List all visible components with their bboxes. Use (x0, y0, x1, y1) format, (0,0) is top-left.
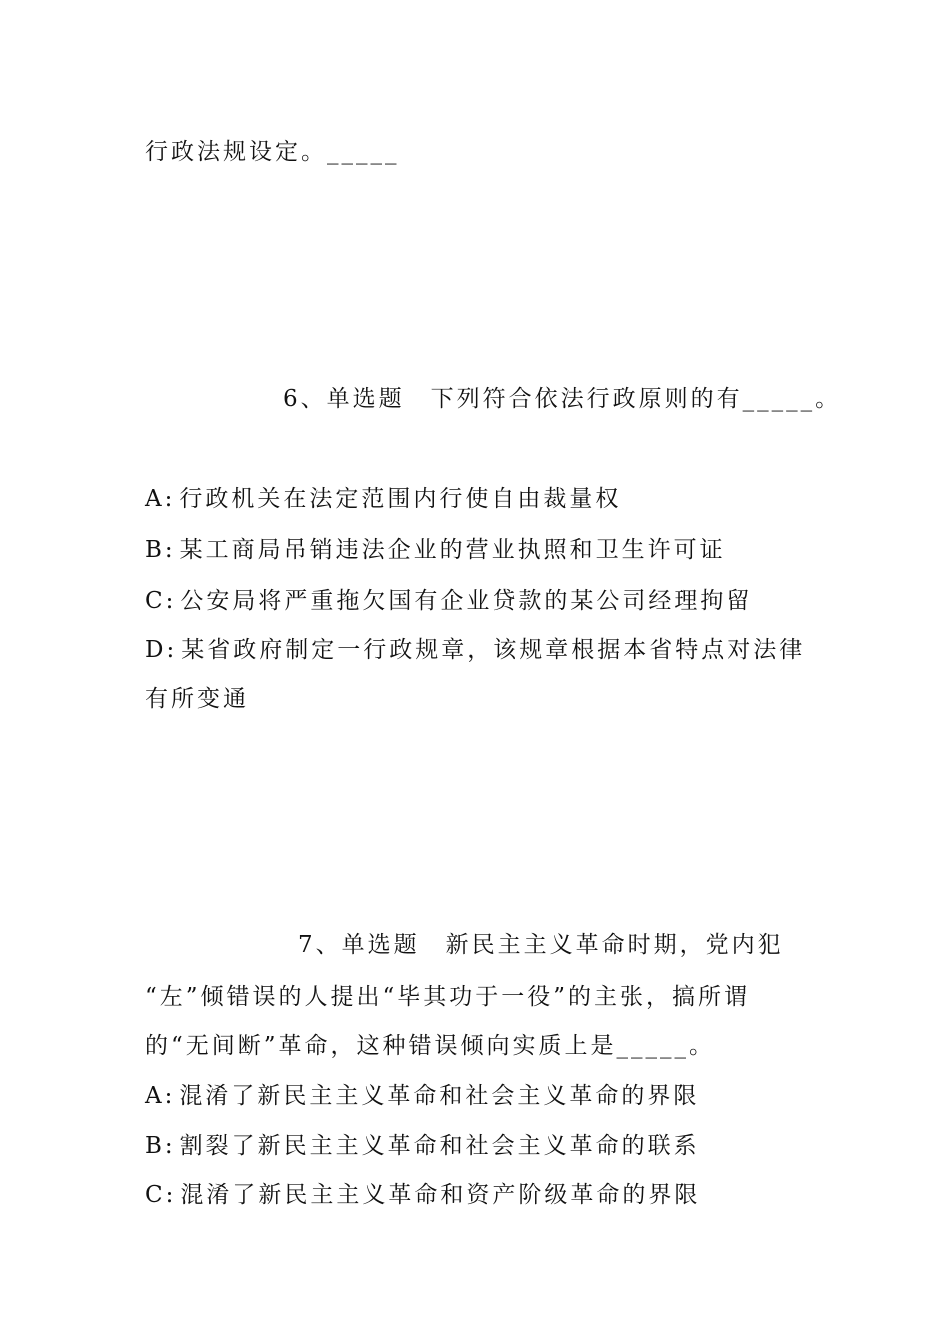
previous-question-tail: 行政法规设定。_____ (145, 139, 400, 165)
question-6-option-d (145, 635, 805, 665)
option-letter: C: (145, 1182, 177, 1208)
option-letter: C: (145, 588, 177, 614)
option-letter: B: (145, 537, 176, 563)
option-text: 某工商局吊销违法企业的营业执照和卫生许可证 (179, 537, 726, 563)
question-7-header-line-1: 7、单选题 新民主主义革命时期，党内犯 (298, 932, 784, 958)
question-6-option-b (145, 535, 726, 565)
option-text: 公安局将严重拖欠国有企业贷款的某公司经理拘留 (180, 588, 753, 614)
question-7-option-a (145, 1081, 699, 1111)
question-7-option-b (145, 1131, 700, 1161)
option-text: 行政机关在法定范围内行使自由裁量权 (179, 486, 622, 512)
question-6-option-d-continuation: 有所变通 (145, 686, 249, 712)
option-letter: A: (145, 1083, 176, 1109)
question-6-option-a (145, 484, 621, 514)
option-letter: A: (145, 486, 176, 512)
question-7-header-line-3: 的“无间断”革命，这种错误倾向实质上是_____。 (145, 1033, 716, 1059)
option-text: 混淆了新民主主义革命和资产阶级革命的界限 (180, 1182, 701, 1208)
question-7-header-line-2: “左”倾错误的人提出“毕其功于一役”的主张，搞所谓 (145, 984, 751, 1010)
option-letter: B: (145, 1133, 176, 1159)
question-6-option-c (145, 586, 752, 616)
option-letter: D: (145, 637, 178, 663)
question-7-option-c (145, 1180, 700, 1210)
option-text: 某省政府制定一行政规章，该规章根据本省特点对法律 (181, 637, 806, 663)
option-text: 割裂了新民主主义革命和社会主义革命的联系 (179, 1133, 700, 1159)
question-6-header: 6、单选题 下列符合依法行政原则的有_____。 (283, 386, 842, 412)
option-text: 混淆了新民主主义革命和社会主义革命的界限 (179, 1083, 700, 1109)
